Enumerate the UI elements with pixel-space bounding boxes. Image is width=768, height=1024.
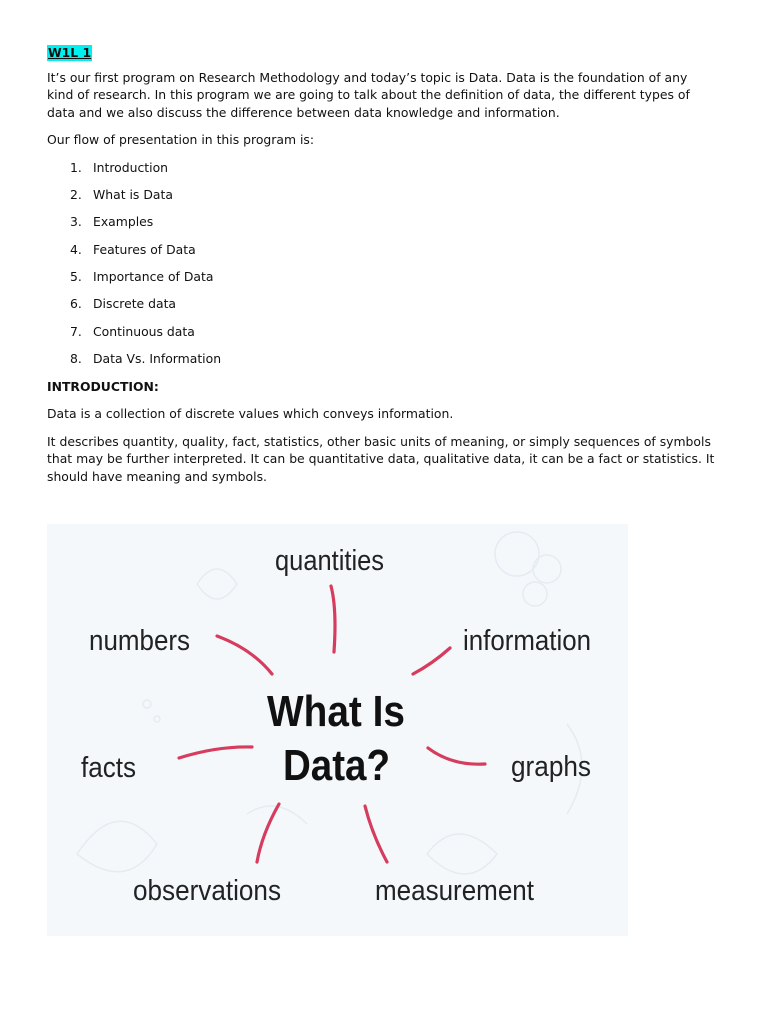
list-item — [47, 350, 717, 368]
paragraph-definition: Data is a collection of discrete values which conveys information. — [47, 406, 454, 422]
list-text: What is Data — [93, 186, 173, 202]
word-observations: observations — [133, 875, 281, 907]
figure-title-line1: What Is — [267, 687, 405, 736]
list-number: 7. — [70, 323, 82, 339]
figure-title-line2: Data? — [283, 741, 390, 790]
word-numbers: numbers — [89, 625, 190, 657]
word-measurement: measurement — [375, 875, 534, 907]
list-number: 4. — [70, 241, 82, 257]
list-text: Importance of Data — [93, 269, 214, 285]
list-number: 3. — [70, 214, 82, 230]
word-information: information — [463, 625, 591, 657]
list-item — [47, 213, 717, 231]
list-item — [47, 295, 717, 313]
stroke-graphs — [428, 748, 485, 764]
list-text: Examples — [93, 214, 154, 230]
stroke-observations — [257, 804, 279, 862]
presentation-flow-list — [47, 159, 717, 368]
figure-svg — [47, 524, 628, 936]
list-number: 8. — [70, 351, 82, 367]
list-item — [47, 323, 717, 341]
list-text: Features of Data — [93, 241, 196, 257]
list-item — [47, 241, 717, 259]
word-quantities: quantities — [275, 545, 384, 577]
what-is-data-figure — [47, 524, 628, 936]
paragraph-description: It describes quantity, quality, fact, statistics, other basic units of meaning, or simply sequences of symbols that may be further interpreted. It can be quantitative data, qualitative data, it can be a fact or statistics. It should have meaning and symbols. — [47, 433, 715, 484]
paragraph-intro: It’s our first program on Research Methodology and today’s topic is Data. Data is the foundation of any kind of research. In this program we are going to talk about the definition of data, the different types of data and we also discuss the difference between data knowledge and information. — [47, 69, 690, 120]
list-number: 2. — [70, 186, 82, 202]
list-number: 6. — [70, 296, 82, 312]
list-item — [47, 159, 717, 177]
document-body — [47, 44, 717, 495]
paragraph-flow: Our flow of presentation in this program is: — [47, 132, 315, 147]
stroke-measurement — [365, 806, 387, 862]
word-graphs: graphs — [511, 751, 591, 783]
list-text: Introduction — [93, 159, 169, 175]
stroke-information — [413, 648, 450, 674]
stroke-numbers — [217, 636, 272, 674]
list-number: 1. — [70, 159, 82, 175]
list-text: Data Vs. Information — [93, 351, 222, 367]
section-heading: INTRODUCTION: — [47, 378, 159, 394]
word-facts: facts — [81, 752, 136, 784]
list-item — [47, 186, 717, 204]
stroke-quantities — [331, 586, 335, 652]
list-number: 5. — [70, 269, 82, 285]
stroke-facts — [179, 747, 252, 758]
list-item — [47, 268, 717, 286]
list-text: Continuous data — [93, 323, 195, 339]
list-text: Discrete data — [93, 296, 177, 312]
section-tag: W1L 1 — [48, 45, 92, 60]
